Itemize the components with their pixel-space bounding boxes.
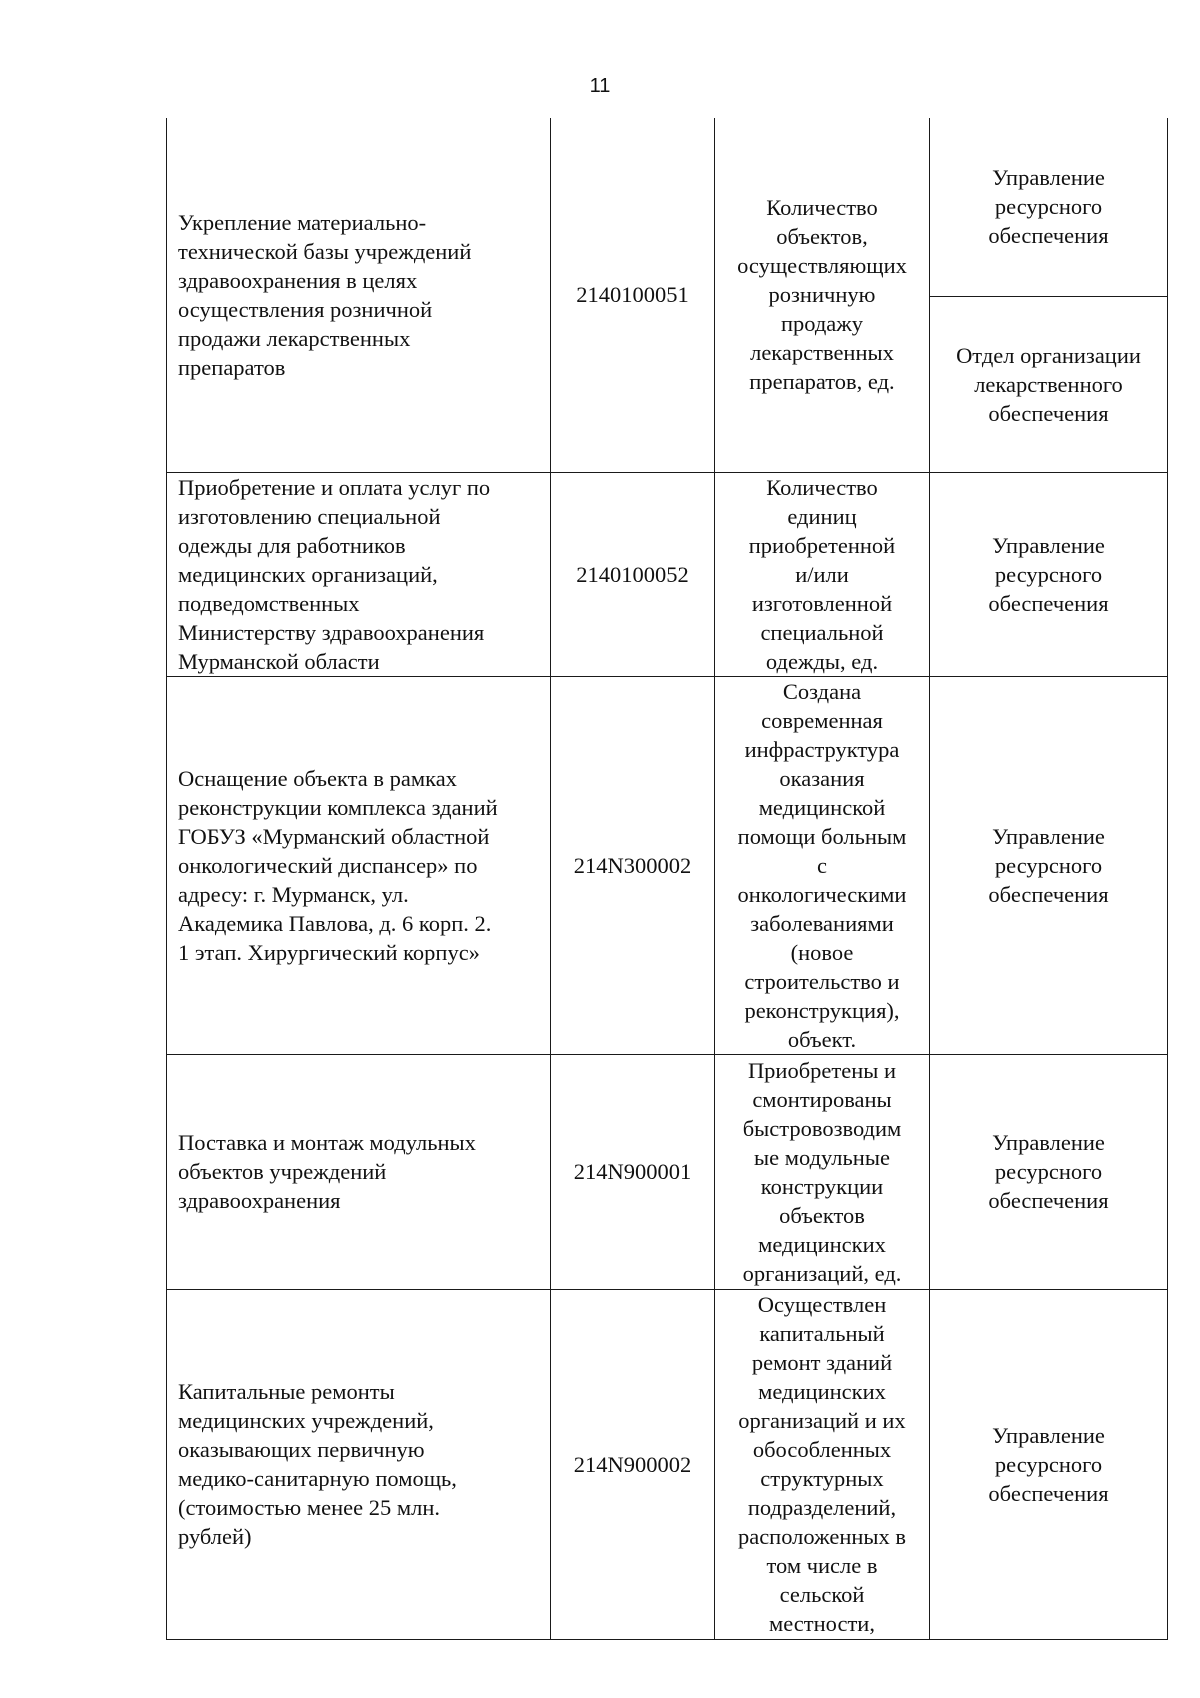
indicator-cell (715, 676, 930, 1054)
responsible-text: Управление ресурсного обеспечения (988, 165, 1109, 249)
measure-code: 214N900001 (573, 1159, 692, 1184)
measure-code: 214N300002 (573, 852, 692, 878)
indicator-text: Количество единиц приобретенной и/или изготовленной специальной одежды, ед. (748, 474, 896, 674)
responsible-text: Управление ресурсного обеспечения (988, 823, 1109, 907)
table-row (167, 676, 1168, 1054)
table-row (167, 472, 1168, 676)
measures-table (166, 118, 1168, 1640)
page-number: 11 (589, 75, 611, 97)
indicator-cell (715, 118, 930, 472)
responsible-cell (930, 472, 1168, 676)
measure-name: Поставка и монтаж модульных объектов учреждений здравоохранения (178, 1130, 476, 1213)
responsible-cell (930, 1054, 1168, 1289)
indicator-text: Количество объектов, осуществляющих розничную продажу лекарственных препаратов, ед. (737, 195, 907, 395)
indicator-cell (715, 1054, 930, 1289)
measure-name: Укрепление материально- технической базы учреждений здравоохранения в целях осуществления розничной продажи лекарственных препаратов (178, 209, 472, 380)
responsible-text: Управление ресурсного обеспечения (988, 1422, 1109, 1506)
measure-code-cell (551, 1054, 715, 1289)
responsible-cell (930, 1289, 1168, 1639)
measure-name-cell (167, 1289, 551, 1639)
indicator-cell (715, 472, 930, 676)
measure-name-cell (167, 472, 551, 676)
responsible-text: Управление ресурсного обеспечения (988, 532, 1109, 616)
indicator-text: Осуществлен капитальный ремонт зданий медицинских организаций и их обособленных структурных подразделений, расположенных в том числе в сельской местности, (737, 1292, 907, 1636)
measure-code-cell (551, 472, 715, 676)
indicator-cell (715, 1289, 930, 1639)
measure-code: 2140100051 (576, 282, 689, 308)
indicator-text: Приобретены и смонтированы быстровозводим ые модульные конструкции объектов медицинских организаций, ед. (742, 1057, 902, 1286)
measure-name: Капитальные ремонты медицинских учреждений, оказывающих первичную медико-санитарную помощь, (стоимостью менее 25 млн. рублей) (178, 1379, 457, 1549)
measure-code-cell (551, 676, 715, 1054)
measure-code: 2140100052 (576, 561, 689, 587)
responsible-cell (930, 296, 1168, 472)
indicator-text: Создана современная инфраструктура оказания медицинской помощи больным с онкологическими заболеваниями (новое строительство и реконструкция), объект. (737, 678, 907, 1052)
measure-name-cell (167, 676, 551, 1054)
responsible-text: Отдел организации лекарственного обеспечения (956, 342, 1141, 426)
measure-code-cell (551, 1289, 715, 1639)
responsible-text: Управление ресурсного обеспечения (988, 1130, 1109, 1213)
table-row (167, 1054, 1168, 1289)
responsible-cell (930, 676, 1168, 1054)
measure-code-cell (551, 118, 715, 472)
responsible-cell (930, 118, 1168, 296)
measure-code: 214N900002 (573, 1451, 692, 1477)
measure-name-cell (167, 118, 551, 472)
table-row (167, 118, 1168, 296)
table-row (167, 1289, 1168, 1639)
measure-name: Приобретение и оплата услуг по изготовлению специальной одежды для работников медицинских организаций, подведомственных Министерству здравоохранения Мурманской области (178, 474, 491, 674)
measure-name: Оснащение объекта в рамках реконструкции комплекса зданий ГОБУЗ «Мурманский областной онкологический диспансер» по адресу: г. Мурманск, ул. Академика Павлова, д. 6 корп. 2. 1 этап. Хирургический корпус» (178, 765, 498, 965)
measure-name-cell (167, 1054, 551, 1289)
